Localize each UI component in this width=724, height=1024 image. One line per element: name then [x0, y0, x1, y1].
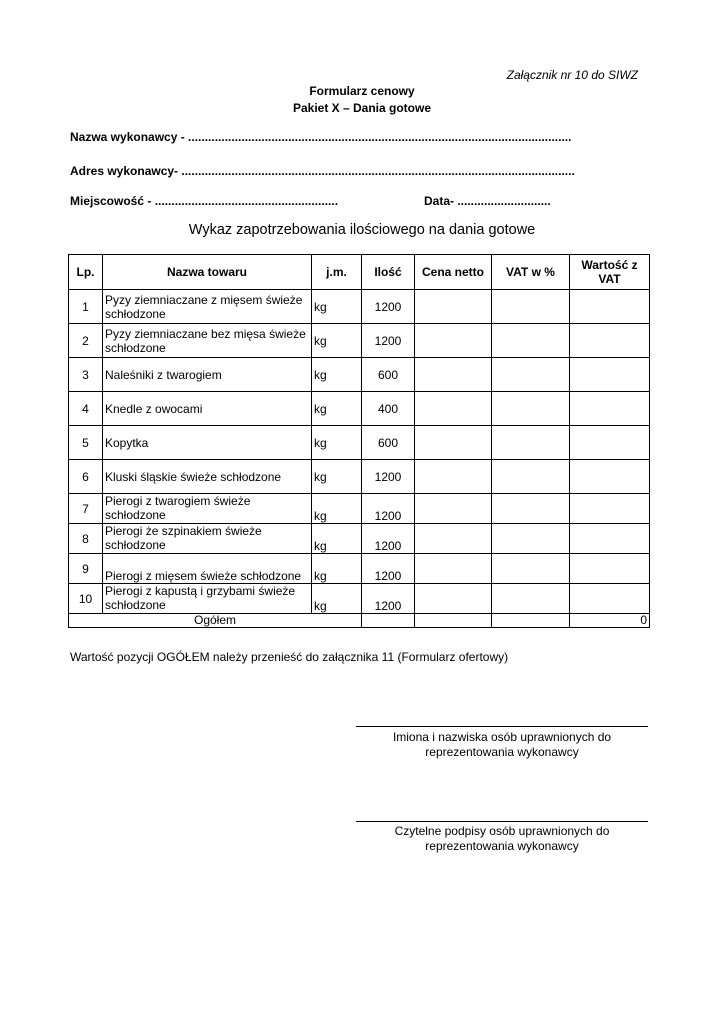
vat-cell[interactable] — [492, 426, 570, 460]
row-unit: kg — [312, 524, 362, 554]
net-price-cell[interactable] — [415, 392, 492, 426]
row-qty: 1200 — [362, 290, 415, 324]
row-name: Kopytka — [103, 426, 312, 460]
row-lp: 4 — [69, 392, 103, 426]
names-signature-label — [356, 730, 648, 760]
row-lp: 8 — [69, 524, 103, 554]
names-signature-label-line1: Imiona i nazwiska osób uprawnionych do — [392, 730, 612, 744]
names-signature-line — [356, 726, 648, 727]
col-header-unit: j.m. — [312, 255, 362, 290]
row-unit: kg — [312, 290, 362, 324]
row-lp: 2 — [69, 324, 103, 358]
vat-cell[interactable] — [492, 392, 570, 426]
row-unit: kg — [312, 460, 362, 494]
gross-value-cell[interactable] — [570, 392, 650, 426]
row-name: Knedle z owocami — [103, 392, 312, 426]
row-name: Pierogi z mięsem świeże schłodzone — [103, 554, 312, 584]
row-lp: 1 — [69, 290, 103, 324]
table-row — [69, 426, 650, 460]
price-table — [68, 254, 650, 628]
total-label: Ogółem — [69, 614, 362, 628]
signatures-label-line1: Czytelne podpisy osób uprawnionych do — [394, 824, 610, 838]
net-price-cell[interactable] — [415, 494, 492, 524]
row-lp: 3 — [69, 358, 103, 392]
table-row — [69, 584, 650, 614]
row-unit: kg — [312, 324, 362, 358]
names-signature-label-line2: reprezentowania wykonawcy — [425, 745, 579, 759]
vat-cell[interactable] — [492, 554, 570, 584]
col-header-qty: Ilość — [362, 255, 415, 290]
total-empty-cell — [492, 614, 570, 628]
row-lp: 9 — [69, 554, 103, 584]
col-header-vat: VAT w % — [492, 255, 570, 290]
row-name: Kluski śląskie świeże schłodzone — [103, 460, 312, 494]
row-unit: kg — [312, 426, 362, 460]
gross-value-cell[interactable] — [570, 358, 650, 392]
row-qty: 600 — [362, 358, 415, 392]
row-unit: kg — [312, 358, 362, 392]
table-row — [69, 554, 650, 584]
table-header-row — [69, 255, 650, 290]
table-row — [69, 460, 650, 494]
row-qty: 1200 — [362, 524, 415, 554]
locality-field: Miejscowość - ....................................................... — [70, 194, 339, 208]
vat-cell[interactable] — [492, 358, 570, 392]
row-unit: kg — [312, 584, 362, 614]
table-row — [69, 392, 650, 426]
net-price-cell[interactable] — [415, 554, 492, 584]
signatures-line — [356, 821, 648, 822]
table-heading: Wykaz zapotrzebowania ilościowego na dania gotowe — [188, 222, 536, 238]
gross-value-cell[interactable] — [570, 554, 650, 584]
form-title: Formularz cenowy — [309, 84, 415, 98]
gross-value-cell[interactable] — [570, 460, 650, 494]
table-row — [69, 494, 650, 524]
package-title: Pakiet X – Dania gotowe — [292, 101, 432, 115]
gross-value-cell[interactable] — [570, 290, 650, 324]
total-empty-cell — [362, 614, 415, 628]
vat-cell[interactable] — [492, 460, 570, 494]
attachment-number: Załącznik nr 10 do SIWZ — [506, 68, 638, 82]
row-lp: 10 — [69, 584, 103, 614]
total-row — [69, 614, 650, 628]
col-header-lp: Lp. — [69, 255, 103, 290]
row-name: Pyzy ziemniaczane z mięsem świeże schłodzone — [103, 290, 312, 324]
vat-cell[interactable] — [492, 290, 570, 324]
row-qty: 1200 — [362, 554, 415, 584]
vat-cell[interactable] — [492, 324, 570, 358]
signatures-label-line2: reprezentowania wykonawcy — [425, 839, 579, 853]
row-unit: kg — [312, 392, 362, 426]
vat-cell[interactable] — [492, 494, 570, 524]
row-qty: 1200 — [362, 460, 415, 494]
contractor-name-field: Nazwa wykonawcy - ................................................................................................................... — [70, 130, 572, 144]
row-name: Pierogi z kapustą i grzybami świeże schłodzone — [103, 584, 312, 614]
total-empty-cell — [415, 614, 492, 628]
net-price-cell[interactable] — [415, 524, 492, 554]
vat-cell[interactable] — [492, 584, 570, 614]
gross-value-cell[interactable] — [570, 494, 650, 524]
net-price-cell[interactable] — [415, 290, 492, 324]
total-value: 0 — [570, 614, 650, 628]
table-row — [69, 524, 650, 554]
date-field: Data- ............................ — [424, 194, 551, 208]
gross-value-cell[interactable] — [570, 584, 650, 614]
gross-value-cell[interactable] — [570, 426, 650, 460]
row-name: Pyzy ziemniaczane bez mięsa świeże schłodzone — [103, 324, 312, 358]
table-row — [69, 358, 650, 392]
row-lp: 6 — [69, 460, 103, 494]
row-lp: 5 — [69, 426, 103, 460]
gross-value-cell[interactable] — [570, 524, 650, 554]
row-qty: 1200 — [362, 324, 415, 358]
row-lp: 7 — [69, 494, 103, 524]
signatures-label — [356, 824, 648, 854]
net-price-cell[interactable] — [415, 460, 492, 494]
row-unit: kg — [312, 554, 362, 584]
col-header-gross-value: Wartość z VAT — [570, 255, 650, 290]
col-header-net-price: Cena netto — [415, 255, 492, 290]
row-name: Pierogi z twarogiem świeże schłodzone — [103, 494, 312, 524]
net-price-cell[interactable] — [415, 324, 492, 358]
transfer-note: Wartość pozycji OGÓŁEM należy przenieść do załącznika 11 (Formularz ofertowy) — [70, 650, 509, 664]
row-qty: 1200 — [362, 494, 415, 524]
net-price-cell[interactable] — [415, 358, 492, 392]
col-header-name: Nazwa towaru — [103, 255, 312, 290]
row-name: Pierogi że szpinakiem świeże schłodzone — [103, 524, 312, 554]
net-price-cell[interactable] — [415, 584, 492, 614]
gross-value-cell[interactable] — [570, 324, 650, 358]
contractor-address-field: Adres wykonawcy- ...................................................................................................................... — [70, 164, 575, 178]
row-name: Naleśniki z twarogiem — [103, 358, 312, 392]
table-row — [69, 290, 650, 324]
row-qty: 1200 — [362, 584, 415, 614]
row-unit: kg — [312, 494, 362, 524]
vat-cell[interactable] — [492, 524, 570, 554]
row-qty: 600 — [362, 426, 415, 460]
row-qty: 400 — [362, 392, 415, 426]
table-row — [69, 324, 650, 358]
net-price-cell[interactable] — [415, 426, 492, 460]
